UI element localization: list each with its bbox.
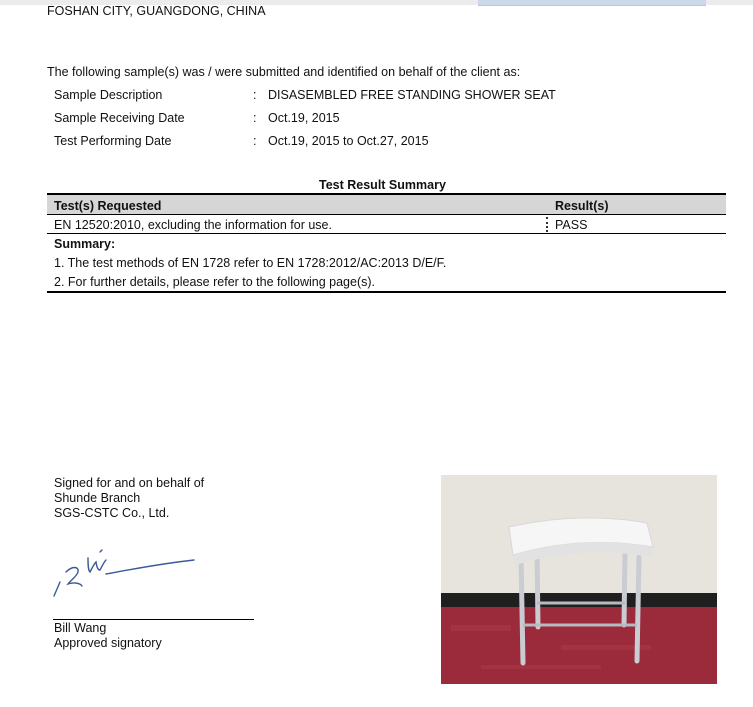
column-separator — [546, 217, 548, 232]
table-bottom-rule — [47, 291, 726, 293]
branch-name: Shunde Branch — [54, 491, 141, 505]
col-header-test: Test(s) Requested — [54, 199, 162, 213]
signatory-title: Approved signatory — [54, 636, 162, 650]
signed-on-behalf: Signed for and on behalf of — [54, 476, 205, 490]
sample-description-value: DISASEMBLED FREE STANDING SHOWER SEAT — [268, 88, 556, 102]
summary-table-title: Test Result Summary — [319, 178, 446, 192]
sample-description-sep: : — [253, 88, 257, 102]
receiving-date-sep: : — [253, 111, 257, 125]
summary-note-2: 2. For further details, please refer to the following page(s). — [54, 275, 375, 289]
signature-line — [53, 619, 254, 620]
table-top-rule — [47, 193, 726, 195]
summary-label: Summary: — [54, 237, 116, 251]
intro-text: The following sample(s) was / were submitted and identified on behalf of the client as: — [47, 65, 521, 79]
top-toolbar-accent — [478, 0, 706, 6]
performing-date-value: Oct.19, 2015 to Oct.27, 2015 — [268, 134, 429, 148]
handwritten-signature-image — [48, 540, 198, 602]
table-header-rule — [47, 214, 726, 215]
performing-date-label: Test Performing Date — [54, 134, 172, 148]
col-header-result: Result(s) — [555, 199, 609, 213]
receiving-date-value: Oct.19, 2015 — [268, 111, 340, 125]
table-row-test: EN 12520:2010, excluding the information for use. — [54, 218, 332, 232]
company-name: SGS-CSTC Co., Ltd. — [54, 506, 170, 520]
table-row-result: PASS — [555, 218, 588, 232]
sample-description-label: Sample Description — [54, 88, 163, 102]
summary-note-1: 1. The test methods of EN 1728 refer to EN 1728:2012/AC:2013 D/E/F. — [54, 256, 447, 270]
receiving-date-label: Sample Receiving Date — [54, 111, 185, 125]
shower-seat-photo — [441, 475, 717, 684]
header-location: FOSHAN CITY, GUANGDONG, CHINA — [47, 4, 266, 18]
table-row-rule — [47, 233, 726, 234]
signatory-name: Bill Wang — [54, 621, 107, 635]
performing-date-sep: : — [253, 134, 257, 148]
